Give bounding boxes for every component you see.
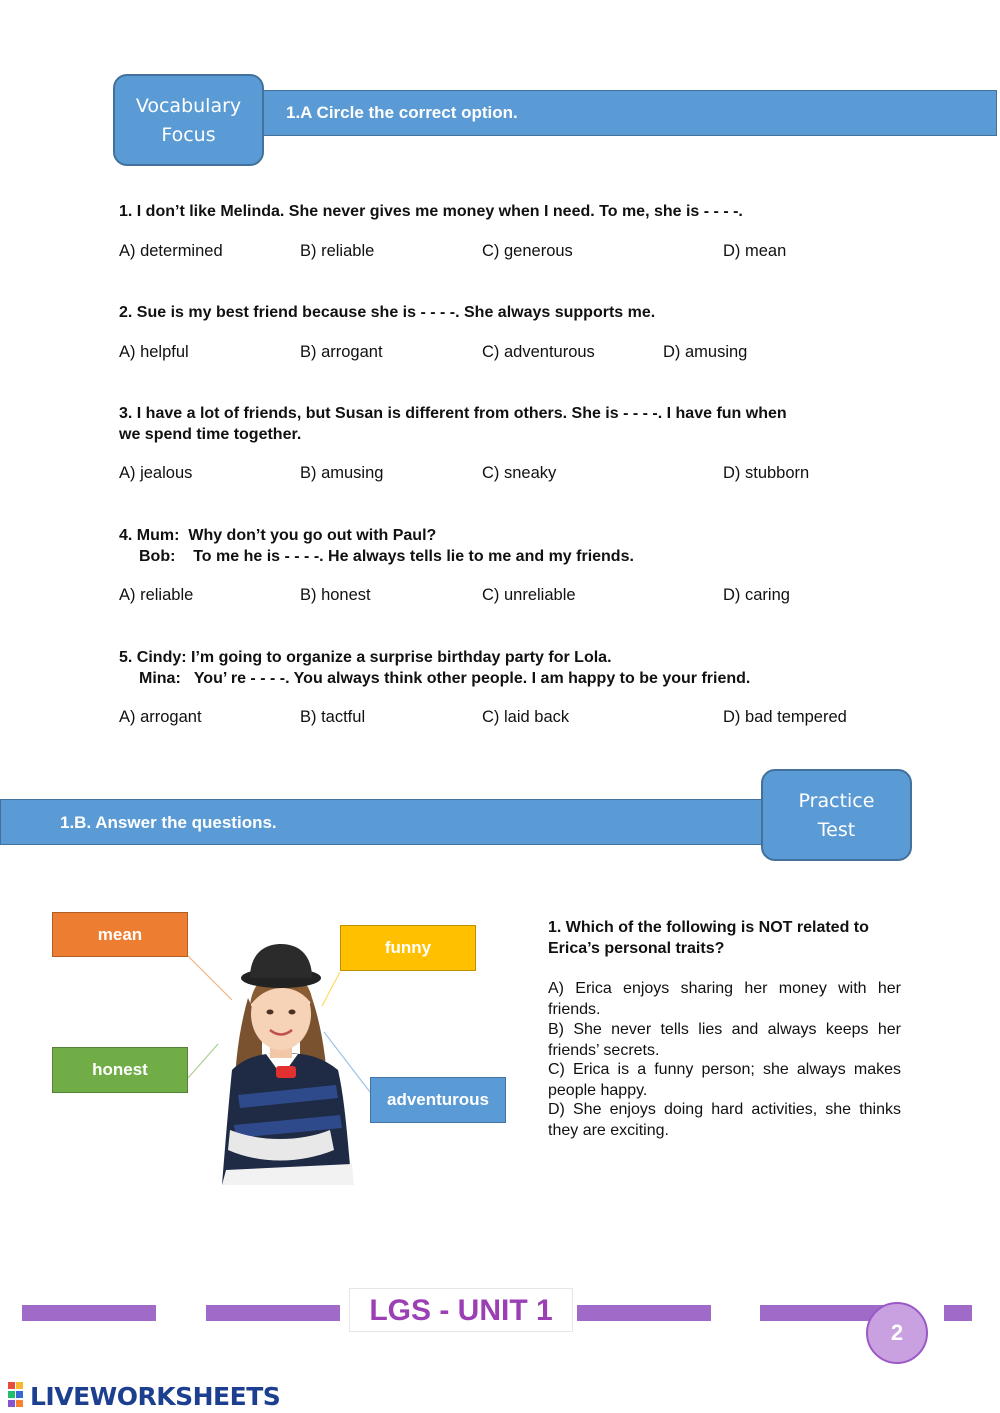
liveworksheets-brand: LIVEWORKSHEETS [30, 1382, 281, 1411]
practice-question-stem-line2: Erica’s personal traits? [548, 939, 725, 957]
trait-tag-funny-label: funny [384, 938, 432, 957]
page-number-circle [866, 1302, 928, 1364]
question-4-text-line2: Bob: To me he is - - - -. He always tells lie to me and my friends. [139, 548, 634, 565]
question-1-text: 1. I don’t like Melinda. She never gives me money when I need. To me, she is - - - -. [119, 203, 743, 220]
section-b-instruction: 1.B. Answer the questions. [60, 813, 277, 832]
question-4-option-c[interactable]: C) unreliable [482, 586, 576, 604]
question-4-option-b[interactable]: B) honest [300, 586, 371, 604]
practice-option-b[interactable]: B) She never tells lies and always keeps her friends’ secrets. [548, 1021, 901, 1059]
girl-figure [222, 944, 354, 1185]
question-2-option-c[interactable]: C) adventurous [482, 343, 595, 361]
practice-question-stem-line1: 1. Which of the following is NOT related to [548, 919, 869, 936]
question-5-option-c[interactable]: C) laid back [482, 708, 570, 726]
question-1-option-b[interactable]: B) reliable [300, 242, 375, 260]
question-3-text-line1: 3. I have a lot of friends, but Susan is different from others. She is - - - -. I have fun when [119, 405, 787, 422]
question-2-option-a[interactable]: A) helpful [119, 343, 189, 361]
question-2-option-d[interactable]: D) amusing [663, 343, 748, 361]
section-a-banner [257, 90, 997, 136]
practice-test-line1: Practice [798, 790, 875, 812]
trait-tag-mean-label: mean [97, 925, 143, 944]
trait-tag-adventurous [370, 1077, 506, 1123]
footer-bar-5 [944, 1305, 972, 1321]
vocabulary-focus-line1: Vocabulary [135, 95, 242, 117]
practice-option-c[interactable]: C) Erica is a funny person; she always makes people happy. [548, 1061, 901, 1099]
footer-bar-2 [206, 1305, 340, 1321]
trait-tag-mean [52, 912, 188, 957]
question-3-option-a[interactable]: A) jealous [119, 464, 193, 482]
page-number: 2 [890, 1320, 904, 1345]
practice-question-stem [548, 918, 901, 959]
vocabulary-focus-tab [113, 74, 264, 166]
question-5-text-line1: 5. Cindy: I’m going to organize a surprise birthday party for Lola. [119, 649, 612, 666]
practice-test-tab [761, 769, 912, 861]
connector-honest [188, 1044, 218, 1078]
question-4-text-line1: 4. Mum: Why don’t you go out with Paul? [119, 527, 437, 544]
question-3-option-c[interactable]: C) sneaky [482, 464, 557, 482]
section-b-banner [0, 799, 770, 845]
footer-bar-3 [577, 1305, 711, 1321]
trait-tag-adventurous-label: adventurous [386, 1090, 490, 1109]
trait-tag-honest-label: honest [92, 1060, 148, 1079]
question-3-option-d[interactable]: D) stubborn [723, 464, 810, 482]
question-3-text-line2: we spend time together. [119, 426, 302, 443]
question-3-option-b[interactable]: B) amusing [300, 464, 384, 482]
connector-mean [188, 956, 232, 1000]
practice-test-line2: Test [817, 819, 856, 841]
question-5-text-line2: Mina: You’ re - - - -. You always think other people. I am happy to be your friend. [139, 670, 751, 687]
question-5-option-d[interactable]: D) bad tempered [723, 708, 847, 726]
question-5-option-b[interactable]: B) tactful [300, 708, 366, 726]
question-1-option-c[interactable]: C) generous [482, 242, 573, 260]
footer-title: LGS - UNIT 1 [369, 1294, 553, 1327]
practice-option-a[interactable]: A) Erica enjoys sharing her money with her friends. [548, 980, 901, 1018]
practice-option-d[interactable]: D) She enjoys doing hard activities, she thinks they are exciting. [548, 1101, 901, 1139]
question-2-option-b[interactable]: B) arrogant [300, 343, 383, 361]
liveworksheets-logo-icon [8, 1382, 32, 1408]
footer-bar-1 [22, 1305, 156, 1321]
question-1-option-a[interactable]: A) determined [119, 242, 223, 260]
footer-title-box [349, 1288, 573, 1332]
connector-funny [322, 972, 340, 1006]
question-4-option-a[interactable]: A) reliable [119, 586, 194, 604]
vocabulary-focus-line2: Focus [161, 124, 216, 146]
trait-tag-honest [52, 1047, 188, 1093]
section-a-instruction: 1.A Circle the correct option. [286, 103, 518, 122]
question-2-text: 2. Sue is my best friend because she is - - - -. She always supports me. [119, 304, 656, 321]
trait-tag-funny [340, 925, 476, 971]
question-4-option-d[interactable]: D) caring [723, 586, 790, 604]
question-5-option-a[interactable]: A) arrogant [119, 708, 202, 726]
question-1-option-d[interactable]: D) mean [723, 242, 787, 260]
